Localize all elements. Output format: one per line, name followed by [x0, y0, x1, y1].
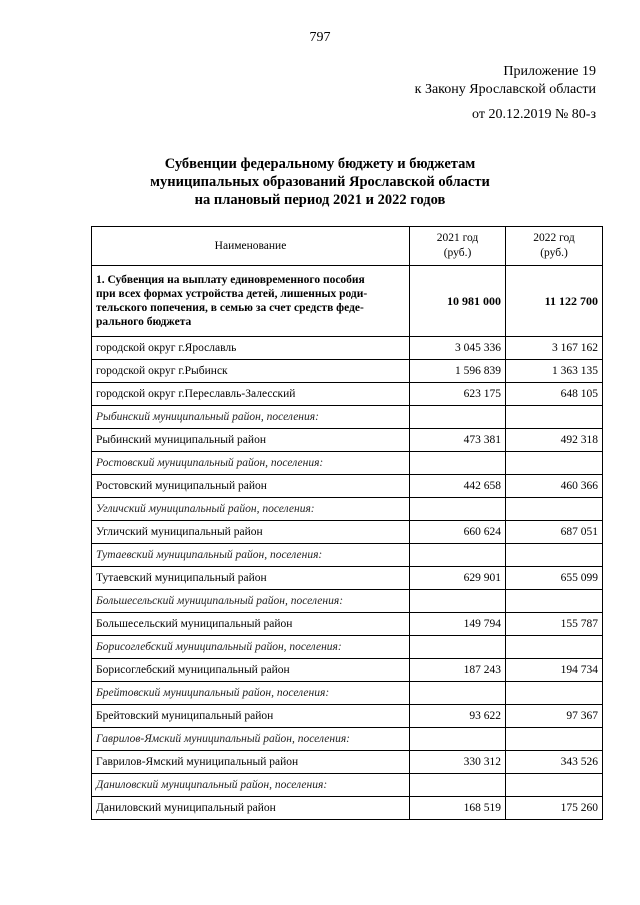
value-2022: 687 051	[506, 521, 603, 544]
value-2022	[506, 590, 603, 613]
header-2021-unit: (руб.)	[443, 247, 472, 259]
value-2021: 442 658	[410, 475, 506, 498]
value-2022	[506, 682, 603, 705]
value-2021	[410, 774, 506, 797]
territory-name: городской округ г.Ярославль	[92, 337, 410, 360]
value-2022: 1 363 135	[506, 360, 603, 383]
territory-name: Брейтовский муниципальный район	[92, 705, 410, 728]
territory-name: Борисоглебский муниципальный район	[92, 659, 410, 682]
table-row	[92, 521, 603, 544]
table-row	[92, 797, 603, 820]
header-name: Наименование	[92, 227, 410, 266]
value-2022	[506, 774, 603, 797]
group-heading: Даниловский муниципальный район, поселения:	[92, 774, 410, 797]
section-total-2022: 11 122 700	[506, 266, 603, 337]
value-2021: 629 901	[410, 567, 506, 590]
appendix-date: от 20.12.2019 № 80-з	[472, 107, 596, 122]
value-2022: 460 366	[506, 475, 603, 498]
section-name-line: при всех формах устройства детей, лишенных роди-	[96, 288, 368, 300]
group-heading-row	[92, 452, 603, 475]
value-2021: 330 312	[410, 751, 506, 774]
value-2022: 97 367	[506, 705, 603, 728]
document-title	[0, 155, 640, 209]
value-2021: 623 175	[410, 383, 506, 406]
value-2022: 648 105	[506, 383, 603, 406]
value-2021	[410, 590, 506, 613]
group-heading-row	[92, 544, 603, 567]
section-row	[92, 266, 603, 337]
value-2022	[506, 406, 603, 429]
group-heading-row	[92, 682, 603, 705]
header-2022	[506, 227, 603, 266]
group-heading: Угличский муниципальный район, поселения:	[92, 498, 410, 521]
value-2021: 473 381	[410, 429, 506, 452]
value-2022	[506, 728, 603, 751]
territory-name: Даниловский муниципальный район	[92, 797, 410, 820]
table-row	[92, 383, 603, 406]
table-row	[92, 360, 603, 383]
value-2022	[506, 636, 603, 659]
value-2021: 149 794	[410, 613, 506, 636]
title-line: на плановый период 2021 и 2022 годов	[194, 192, 446, 208]
territory-name: Угличский муниципальный район	[92, 521, 410, 544]
header-2022-year: 2022 год	[533, 232, 575, 244]
group-heading-row	[92, 498, 603, 521]
value-2022: 155 787	[506, 613, 603, 636]
group-heading-row	[92, 728, 603, 751]
section-name-line: 1. Субвенция на выплату единовременного пособия	[96, 274, 365, 286]
value-2022	[506, 498, 603, 521]
table-header-row	[92, 227, 603, 266]
value-2021	[410, 544, 506, 567]
appendix-title: Приложение 19	[503, 64, 596, 79]
value-2021: 187 243	[410, 659, 506, 682]
title-line: Субвенции федеральному бюджету и бюджетам	[164, 156, 476, 172]
table-row	[92, 429, 603, 452]
territory-name: Ростовский муниципальный район	[92, 475, 410, 498]
header-2022-unit: (руб.)	[540, 247, 568, 259]
section-total-2021: 10 981 000	[410, 266, 506, 337]
territory-name: Большесельский муниципальный район	[92, 613, 410, 636]
value-2021: 1 596 839	[410, 360, 506, 383]
table-row	[92, 705, 603, 728]
value-2022: 343 526	[506, 751, 603, 774]
group-heading: Ростовский муниципальный район, поселения:	[92, 452, 410, 475]
value-2022: 3 167 162	[506, 337, 603, 360]
table-row	[92, 751, 603, 774]
group-heading: Тутаевский муниципальный район, поселения:	[92, 544, 410, 567]
group-heading: Рыбинский муниципальный район, поселения:	[92, 406, 410, 429]
territory-name: городской округ г.Переславль-Залесский	[92, 383, 410, 406]
value-2022	[506, 544, 603, 567]
territory-name: городской округ г.Рыбинск	[92, 360, 410, 383]
page-number: 797	[309, 30, 331, 45]
group-heading-row	[92, 590, 603, 613]
value-2021	[410, 636, 506, 659]
header-2021	[410, 227, 506, 266]
section-name	[92, 266, 410, 337]
group-heading: Большесельский муниципальный район, поселения:	[92, 590, 410, 613]
value-2021: 3 045 336	[410, 337, 506, 360]
value-2021	[410, 406, 506, 429]
table-row	[92, 613, 603, 636]
value-2021: 660 624	[410, 521, 506, 544]
group-heading: Гаврилов-Ямский муниципальный район, поселения:	[92, 728, 410, 751]
table-row	[92, 659, 603, 682]
title-line: муниципальных образований Ярославской области	[150, 174, 490, 190]
group-heading-row	[92, 636, 603, 659]
value-2021	[410, 682, 506, 705]
territory-name: Гаврилов-Ямский муниципальный район	[92, 751, 410, 774]
territory-name: Тутаевский муниципальный район	[92, 567, 410, 590]
table-row	[92, 475, 603, 498]
value-2021: 168 519	[410, 797, 506, 820]
appendix-law: к Закону Ярославской области	[414, 82, 596, 97]
value-2021	[410, 452, 506, 475]
header-2021-year: 2021 год	[436, 232, 479, 244]
table-row	[92, 337, 603, 360]
group-heading: Брейтовский муниципальный район, поселения:	[92, 682, 410, 705]
group-heading-row	[92, 774, 603, 797]
table-row	[92, 567, 603, 590]
value-2022: 655 099	[506, 567, 603, 590]
value-2022: 492 318	[506, 429, 603, 452]
group-heading-row	[92, 406, 603, 429]
value-2021	[410, 728, 506, 751]
value-2022	[506, 452, 603, 475]
value-2022: 194 734	[506, 659, 603, 682]
group-heading: Борисоглебский муниципальный район, поселения:	[92, 636, 410, 659]
territory-name: Рыбинский муниципальный район	[92, 429, 410, 452]
section-name-line: тельского попечения, в семью за счет средств феде-	[96, 302, 364, 314]
subvention-table	[91, 226, 603, 820]
value-2021: 93 622	[410, 705, 506, 728]
value-2021	[410, 498, 506, 521]
value-2022: 175 260	[506, 797, 603, 820]
section-name-line: рального бюджета	[96, 316, 192, 328]
